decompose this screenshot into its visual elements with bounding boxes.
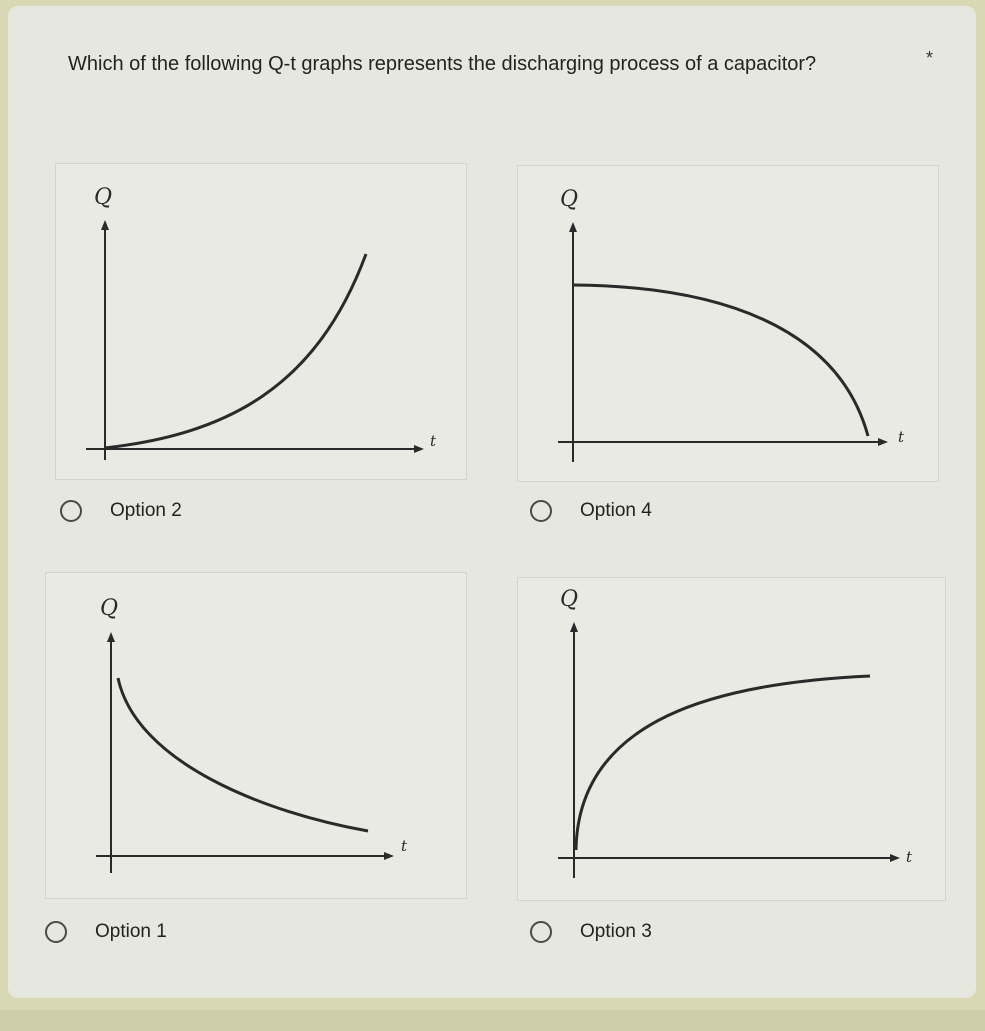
option-4-radio[interactable] <box>530 500 552 522</box>
option-1-label: Option 1 <box>95 921 167 942</box>
required-asterisk: * <box>926 48 934 68</box>
y-axis-label: Q <box>94 185 113 210</box>
graph-option-2-svg <box>56 164 466 479</box>
option-1-choice[interactable] <box>45 921 167 943</box>
x-axis-arrow <box>384 852 394 860</box>
option-4-choice[interactable] <box>530 500 652 522</box>
graph-option-4-svg <box>518 166 938 481</box>
option-1-radio[interactable] <box>45 921 67 943</box>
question-text: Which of the following Q-t graphs represents the discharging process of a capacitor? <box>68 53 817 75</box>
y-axis-label: Q <box>100 596 119 621</box>
x-axis-label: t <box>898 428 905 446</box>
graph-option-4 <box>517 165 939 482</box>
graph-option-2 <box>55 163 467 480</box>
y-axis-label: Q <box>560 187 579 212</box>
graph-option-3-svg <box>518 578 945 900</box>
option-2-radio[interactable] <box>60 500 82 522</box>
option-3-choice[interactable] <box>530 921 652 943</box>
option-3-label: Option 3 <box>580 921 652 942</box>
option-2-label: Option 2 <box>110 500 182 521</box>
x-axis-arrow <box>890 854 900 862</box>
x-axis-arrow <box>414 445 424 453</box>
y-axis-arrow <box>107 632 115 642</box>
option-4-label: Option 4 <box>580 500 652 521</box>
x-axis-arrow <box>878 438 888 446</box>
y-axis-arrow <box>570 622 578 632</box>
option-3-radio[interactable] <box>530 921 552 943</box>
curve-increasing <box>105 254 366 448</box>
curve-charging <box>576 676 870 850</box>
option-2-choice[interactable] <box>60 500 182 522</box>
y-axis-arrow <box>569 222 577 232</box>
x-axis-label: t <box>430 432 437 450</box>
graph-option-1-svg <box>46 573 466 898</box>
y-axis-label: Q <box>560 587 579 612</box>
graph-option-1 <box>45 572 467 899</box>
x-axis-label: t <box>906 848 913 866</box>
curve-exponential-decay <box>118 678 368 831</box>
curve-decreasing <box>573 285 868 436</box>
y-axis-arrow <box>101 220 109 230</box>
next-card-edge <box>0 1010 985 1031</box>
graph-option-3 <box>517 577 946 901</box>
x-axis-label: t <box>401 837 408 855</box>
